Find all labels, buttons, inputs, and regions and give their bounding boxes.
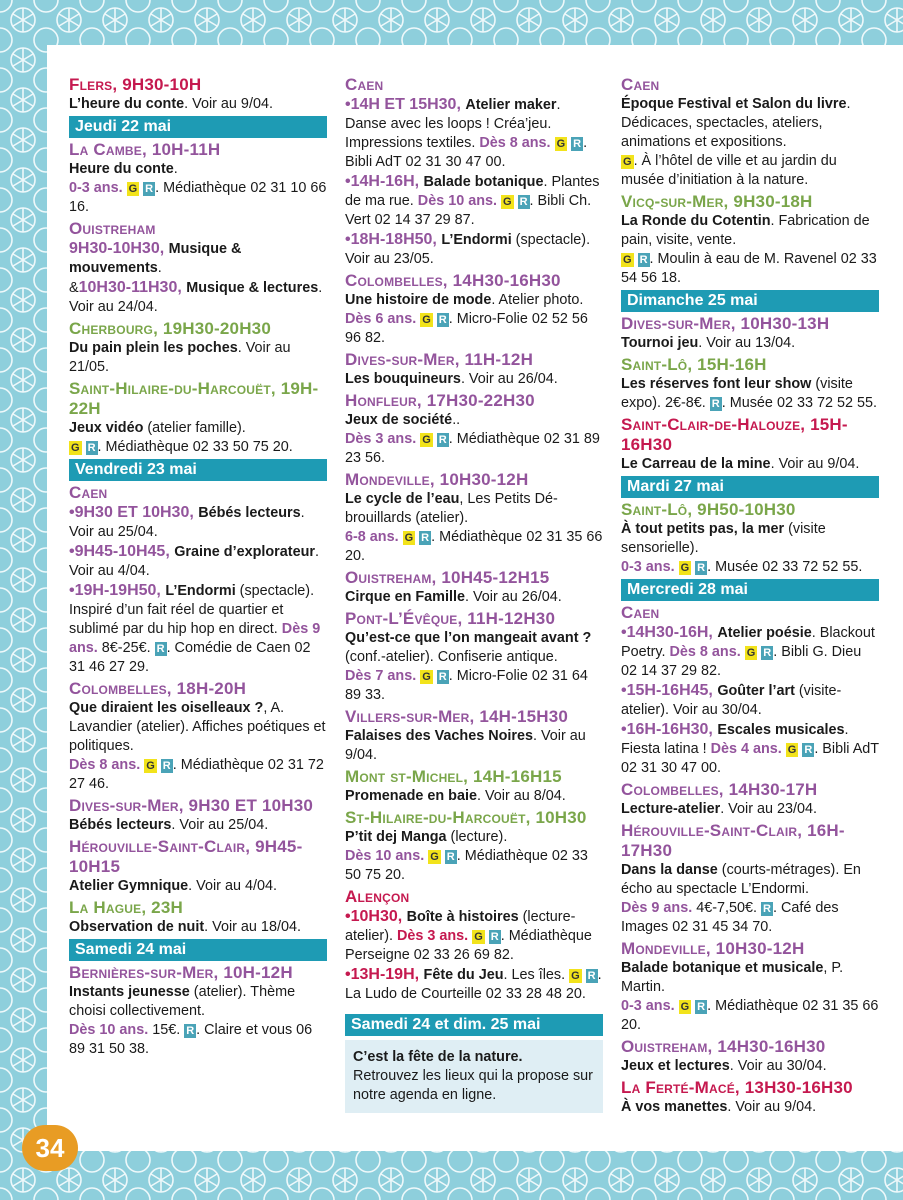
day-header: Jeudi 22 mai — [69, 116, 327, 138]
event-text: . Fabrication de pain, visite, vente. — [621, 213, 870, 248]
event-title: Atelier Gymnique — [69, 878, 189, 894]
reservation-badge: R — [156, 643, 165, 655]
event-la-hague — [69, 898, 327, 937]
age-label: Dès 10 ans. — [417, 193, 497, 209]
event-title: Dans la danse — [621, 862, 718, 878]
event-time: •9H45-10H45, — [69, 543, 175, 560]
event-title: Fête du Jeu — [423, 967, 504, 983]
event-place: St-Hilaire-du-Harcouët, 10H30 — [345, 808, 587, 827]
reservation-badge: R — [421, 532, 430, 544]
event-text: . Atelier photo. — [491, 292, 584, 308]
page-number: 34 — [22, 1125, 78, 1171]
event-place: La Ferté-Macé, 13H30-16H30 — [621, 1078, 853, 1097]
age-label: Dès 10 ans. — [345, 848, 425, 864]
event-place: Caen — [621, 75, 660, 94]
event-title: Balade botanique et musicale — [621, 960, 824, 976]
day-header: Vendredi 23 mai — [69, 459, 327, 481]
event-info: . Micro-Folie 02 52 56 96 82. — [345, 311, 588, 346]
event-text: . — [173, 161, 178, 177]
event-title: Jeux de société — [345, 412, 453, 428]
event-time: •13H-19H, — [345, 966, 424, 983]
event-time: •18H-18H50, — [345, 231, 442, 248]
event-caen — [621, 75, 879, 190]
event-text: (visite-atelier). Voir au 30/04. — [621, 683, 842, 718]
event-text: (courts-métrages). En écho au spectacle L’Endormi. — [621, 862, 861, 897]
event-title: Balade botanique — [423, 174, 544, 190]
event-place: Villers-sur-Mer, 14H-15H30 — [345, 707, 569, 726]
column-3 — [621, 75, 879, 1119]
event-text: (spectacle). Inspiré d’un fait réel de quartier et sublimé par du hip hop en direct. — [69, 583, 315, 637]
event-text: . Voir au 9/04. — [345, 728, 586, 763]
event-honfleur — [345, 391, 603, 468]
event-text: . Voir au 23/04. — [720, 801, 817, 817]
event-place: Mont st-Michel, 14H-16H15 — [345, 767, 562, 786]
event-place: Dives-sur-Mer, 11H-12H — [345, 350, 534, 369]
event-info: . Médiathèque Perseigne 02 33 26 69 82. — [345, 928, 592, 963]
event-title: Le Carreau de la mine — [621, 456, 771, 472]
event-place: La Cambe, 10H-11H — [69, 140, 221, 159]
event-title: L’heure du conte — [69, 96, 185, 112]
event-info: . Musée 02 33 72 52 55. — [707, 559, 863, 575]
event-text: . Voir au 4/04. — [188, 878, 277, 894]
free-badge: G — [128, 183, 138, 195]
age-label: 0-3 ans. — [621, 998, 675, 1014]
free-badge: G — [787, 744, 797, 756]
event-title: Boîte à histoires — [406, 909, 519, 925]
event-info: . Médiathèque 02 31 35 66 20. — [345, 529, 603, 564]
event-title: Les bouquineurs — [345, 371, 461, 387]
event-price: 4€-7,50€. — [692, 900, 762, 916]
event-place: Ouistreham, 14H30-16H30 — [621, 1037, 826, 1056]
age-label: Dès 8 ans. — [479, 135, 551, 151]
event-villers — [345, 707, 603, 765]
event-text: . Voir au 25/04. — [171, 817, 269, 833]
event-place: Flers, 9H30-10H — [69, 75, 202, 94]
event-price: 8€-25€. — [97, 640, 155, 656]
info-box — [345, 1040, 603, 1113]
event-text: . Voir au 8/04. — [476, 788, 566, 804]
reservation-badge: R — [573, 138, 582, 150]
event-title: Cirque en Famille — [345, 589, 465, 605]
reservation-badge: R — [438, 434, 447, 446]
reservation-badge: R — [763, 647, 772, 659]
event-title: Heure du conte — [69, 161, 174, 177]
event-title: Observation de nuit — [69, 919, 205, 935]
event-text: .. — [452, 412, 461, 428]
event-price: 15€. — [148, 1022, 185, 1038]
event-text: . Dédicaces, spectacles, ateliers, animations et expositions. — [621, 96, 851, 150]
info-box-title: C’est la fête de la nature. — [353, 1049, 523, 1065]
reservation-badge: R — [438, 314, 447, 326]
event-title: À tout petits pas, la mer — [621, 521, 785, 537]
event-time: •10H30, — [345, 908, 407, 925]
event-title: Jeux vidéo — [69, 420, 144, 436]
event-text: . Voir au 4/04. — [69, 544, 319, 579]
info-box-text: Retrouvez les lieux qui la propose sur notre agenda en ligne. — [353, 1068, 593, 1103]
event-title: Musique & lectures — [186, 280, 319, 296]
event-text: (atelier). Thème choisi collectivement. — [69, 984, 296, 1019]
event-info: . Moulin à eau de M. Ravenel 02 33 54 56 18. — [621, 251, 877, 286]
event-text: (atelier famille). — [143, 420, 246, 436]
event-caen — [621, 603, 879, 778]
age-label: Dès 3 ans. — [396, 928, 469, 944]
day-header: Mardi 27 mai — [621, 476, 879, 498]
day-header: Mercredi 28 mai — [621, 579, 879, 601]
event-info: . Micro-Folie 02 31 64 89 33. — [345, 668, 588, 703]
event-bernieres — [69, 963, 327, 1059]
event-place: Saint-Hilaire-du-Harcouët, 19H-22H — [69, 379, 319, 418]
event-title: Une histoire de mode — [345, 292, 492, 308]
event-ouistreham — [345, 568, 603, 607]
event-cherbourg — [69, 319, 327, 377]
age-label: Dès 6 ans. — [345, 311, 417, 327]
event-colombelles — [345, 271, 603, 348]
column-2 — [345, 75, 603, 1113]
event-text: . Voir au 13/04. — [698, 335, 796, 351]
event-title: Tournoi jeu — [621, 335, 699, 351]
event-place: Dives-sur-Mer, 10H30-13H — [621, 314, 830, 333]
free-badge: G — [422, 671, 431, 683]
event-text: (visite expo). 2€-8€. — [621, 376, 853, 411]
age-label: Dès 10 ans. — [69, 1022, 149, 1038]
event-text: (spectacle). Voir au 23/05. — [345, 232, 591, 267]
event-title: Le cycle de l’eau — [345, 491, 460, 507]
reservation-badge: R — [697, 1001, 706, 1013]
day-header: Samedi 24 mai — [69, 939, 327, 961]
reservation-badge: R — [162, 760, 171, 772]
reservation-badge: R — [186, 1025, 195, 1037]
reservation-badge: R — [446, 851, 455, 863]
free-badge: G — [474, 931, 483, 943]
event-place: Cherbourg, 19H30-20H30 — [69, 319, 271, 338]
event-text: . Voir au 9/04. — [770, 456, 860, 472]
event-colombelles — [621, 780, 879, 819]
event-info: . Médiathèque 02 33 50 75 20. — [345, 848, 588, 883]
event-pont-leveque — [345, 609, 603, 705]
event-place: Ouistreham — [69, 219, 156, 238]
event-title: Jeux et lectures — [621, 1058, 730, 1074]
day-header: Samedi 24 et dim. 25 mai — [345, 1014, 603, 1036]
event-text: . Blackout Poetry. — [621, 625, 875, 660]
event-dives — [69, 796, 327, 835]
event-dives — [345, 350, 603, 389]
event-place: Caen — [621, 603, 660, 622]
event-info: . Médiathèque 02 31 10 66 16. — [69, 180, 327, 215]
event-time: •9H30 ET 10H30, — [69, 504, 199, 521]
event-title: Les réserves font leur show — [621, 376, 812, 392]
event-text: (visite sensorielle). — [621, 521, 826, 556]
event-text: (conf.-atelier). Confiserie antique. — [345, 649, 558, 665]
age-label: Dès 9 ans. — [69, 621, 321, 656]
free-badge: G — [680, 1001, 690, 1013]
day-header: Dimanche 25 mai — [621, 290, 879, 312]
event-text: , A. Lavandier (atelier). Affiches poétiques et politiques. — [69, 700, 326, 754]
age-label: Dès 4 ans. — [710, 741, 782, 757]
event-saint-hilaire — [69, 379, 327, 457]
free-badge: G — [623, 156, 632, 168]
event-place: Caen — [69, 483, 108, 502]
event-title: Qu’est-ce que l’on mangeait avant ? — [345, 630, 592, 646]
event-saint-lo — [621, 500, 879, 577]
event-place: Honfleur, 17H30-22H30 — [345, 391, 535, 410]
event-place: Vicq-sur-Mer, 9H30-18H — [621, 192, 813, 211]
reservation-badge: R — [804, 744, 813, 756]
event-title: La Ronde du Cotentin — [621, 213, 771, 229]
event-place: Saint-Lô, 15H-16H — [621, 355, 767, 374]
event-title: Bébés lecteurs — [198, 505, 301, 521]
event-herouville — [69, 837, 327, 896]
free-badge: G — [746, 647, 756, 659]
event-alencon — [345, 887, 603, 1004]
event-colombelles — [69, 679, 327, 794]
event-text: . — [318, 280, 323, 296]
event-title: P’tit dej Manga — [345, 829, 447, 845]
event-text: . — [157, 260, 162, 276]
event-dives — [621, 314, 879, 353]
event-mondeville — [345, 470, 603, 566]
reservation-badge: R — [490, 931, 499, 943]
event-text: . Voir au 9/04. — [727, 1099, 817, 1115]
free-badge: G — [422, 314, 431, 326]
event-title: Atelier poésie — [717, 625, 812, 641]
age-label: Dès 7 ans. — [345, 668, 417, 684]
event-info: . Médiathèque 02 31 89 23 56. — [345, 431, 600, 466]
free-badge: G — [71, 442, 80, 454]
event-title: Atelier maker — [465, 97, 557, 113]
event-mondeville — [621, 939, 879, 1035]
free-badge: G — [430, 851, 439, 863]
event-text: . Voir au 9/04. — [184, 96, 273, 112]
event-title: Instants jeunesse — [69, 984, 190, 1000]
reservation-badge: R — [145, 183, 154, 195]
event-place: Mondeville, 10H30-12H — [621, 939, 805, 958]
event-text: . Plantes de ma rue. — [345, 174, 600, 209]
event-place: Caen — [345, 75, 384, 94]
agenda-page — [47, 45, 903, 1151]
free-badge: G — [571, 970, 580, 982]
event-caen — [69, 483, 327, 677]
free-badge: G — [556, 138, 566, 150]
event-text: . Voir au 25/04. — [69, 505, 305, 540]
event-time: •14H ET 15H30, — [345, 96, 466, 113]
event-place: Alençon — [345, 887, 410, 906]
reservation-badge: R — [519, 196, 528, 208]
event-info: . Bibli Ch. Vert 02 14 37 29 87. — [345, 193, 592, 228]
event-info: . Bibli AdT 02 31 30 47 00. — [345, 135, 588, 170]
event-info: . Bibli AdT 02 31 30 47 00. — [621, 741, 879, 776]
event-title: Bébés lecteurs — [69, 817, 172, 833]
event-title: Graine d’explorateur — [174, 544, 315, 560]
event-place: Saint-Lô, 9H50-10H30 — [621, 500, 796, 519]
reservation-badge: R — [438, 671, 447, 683]
reservation-badge: R — [639, 254, 648, 266]
event-title: Époque Festival et Salon du livre — [621, 96, 847, 112]
event-text: , P. Martin. — [621, 960, 844, 995]
event-text: (lecture). — [446, 829, 508, 845]
event-info: . Bibli G. Dieu 02 14 37 29 82. — [621, 644, 862, 679]
age-label: Dès 8 ans. — [69, 757, 141, 773]
event-title: Promenade en baie — [345, 788, 477, 804]
event-flers — [69, 75, 327, 114]
event-la-ferte-mace — [621, 1078, 879, 1117]
event-title: Lecture-atelier — [621, 801, 721, 817]
event-place: Saint-Clair-de-Halouze, 15H-16H30 — [621, 415, 848, 454]
age-label: Dès 8 ans. — [669, 644, 741, 660]
event-info: . À l’hôtel de ville et au jardin du musée d’initiation à la nature. — [621, 153, 837, 188]
event-info: . Café des Images 02 31 45 34 70. — [621, 900, 839, 935]
event-title: Du pain plein les poches — [69, 340, 238, 356]
event-text: . Fiesta latina ! — [621, 722, 849, 757]
free-badge: G — [503, 196, 512, 208]
event-title: Falaises des Vaches Noires — [345, 728, 533, 744]
event-place: Hérouville-Saint-Clair, 16H-17H30 — [621, 821, 845, 860]
event-text: . Voir au 26/04. — [460, 371, 558, 387]
event-herouville — [621, 821, 879, 937]
event-text: , Les Petits Dé-brouillards (atelier). — [345, 491, 558, 526]
event-mont-st-michel — [345, 767, 603, 806]
event-title: Escales musicales — [717, 722, 845, 738]
event-time: •14H-16H, — [345, 173, 424, 190]
reservation-badge: R — [711, 398, 720, 410]
event-place: Hérouville-Saint-Clair, 9H45-10H15 — [69, 837, 303, 876]
event-time: •14H30-16H, — [621, 624, 718, 641]
event-info: . Musée 02 33 72 52 55. — [721, 395, 877, 411]
event-info: . Claire et vous 06 89 31 50 38. — [69, 1022, 313, 1057]
event-st-hilaire — [345, 808, 603, 885]
event-place: Dives-sur-Mer, 9H30 ET 10H30 — [69, 796, 314, 815]
reservation-badge: R — [587, 970, 596, 982]
event-info: . Médiathèque 02 31 72 27 46. — [69, 757, 324, 792]
column-1 — [69, 75, 327, 1061]
event-text: & — [69, 280, 79, 296]
event-info: . La Ludo de Courteille 02 33 28 48 20. — [345, 967, 602, 1002]
free-badge: G — [422, 434, 431, 446]
event-text: . Voir au 30/04. — [729, 1058, 827, 1074]
event-time: 10H30-11H30, — [78, 279, 187, 296]
event-title: Musique & mouvements — [69, 241, 242, 276]
event-time: •15H-16H45, — [621, 682, 718, 699]
event-text: . Voir au 18/04. — [204, 919, 301, 935]
age-label: Dès 3 ans. — [345, 431, 417, 447]
age-label: 0-3 ans. — [69, 180, 123, 196]
event-text: . Voir au 21/05. — [69, 340, 291, 375]
event-text: . Danse avec les loops ! Créa’jeu. Impressions textiles. — [345, 97, 561, 151]
event-ouistreham — [621, 1037, 879, 1076]
event-text: Voir au 24/04. — [69, 299, 158, 315]
reservation-badge: R — [763, 903, 771, 915]
event-time: 9H30-10H30, — [69, 240, 169, 257]
age-label: Dès 9 ans. — [621, 900, 693, 916]
event-info: . Comédie de Caen 02 31 46 27 29. — [69, 640, 311, 675]
event-time: •16H-16H30, — [621, 721, 718, 738]
event-place: Colombelles, 14H30-17H — [621, 780, 818, 799]
event-text: . Les îles. — [503, 967, 570, 983]
event-info: . Médiathèque 02 33 50 75 20. — [97, 439, 293, 455]
event-place: Bernières-sur-Mer, 10H-12H — [69, 963, 293, 982]
event-vicq — [621, 192, 879, 288]
event-ouistreham — [69, 219, 327, 317]
free-badge: G — [146, 760, 155, 772]
free-badge: G — [404, 532, 414, 544]
reservation-badge: R — [87, 442, 96, 454]
event-title: Que diraient les oiselleaux ? — [69, 700, 264, 716]
age-label: 6-8 ans. — [345, 529, 399, 545]
age-label: 0-3 ans. — [621, 559, 675, 575]
event-saint-lo — [621, 355, 879, 413]
event-text: (lecture-atelier). — [345, 909, 576, 944]
free-badge: G — [623, 254, 632, 266]
event-info: . Médiathèque 02 31 35 66 20. — [621, 998, 879, 1033]
event-caen — [345, 75, 603, 269]
event-place: Mondeville, 10H30-12H — [345, 470, 529, 489]
event-saint-clair — [621, 415, 879, 474]
event-la-cambe — [69, 140, 327, 217]
reservation-badge: R — [697, 562, 706, 574]
event-text: . Voir au 26/04. — [464, 589, 562, 605]
event-place: La Hague, 23H — [69, 898, 183, 917]
event-title: L’Endormi — [441, 232, 512, 248]
event-place: Pont-L’Évêque, 11H-12H30 — [345, 609, 556, 628]
event-place: Colombelles, 14H30-16H30 — [345, 271, 561, 290]
event-title: À vos manettes — [621, 1099, 728, 1115]
event-place: Colombelles, 18H-20H — [69, 679, 247, 698]
event-time: •19H-19H50, — [69, 582, 166, 599]
event-title: L’Endormi — [165, 583, 236, 599]
free-badge: G — [680, 562, 690, 574]
event-title: Goûter l’art — [717, 683, 795, 699]
event-place: Ouistreham, 10H45-12H15 — [345, 568, 550, 587]
